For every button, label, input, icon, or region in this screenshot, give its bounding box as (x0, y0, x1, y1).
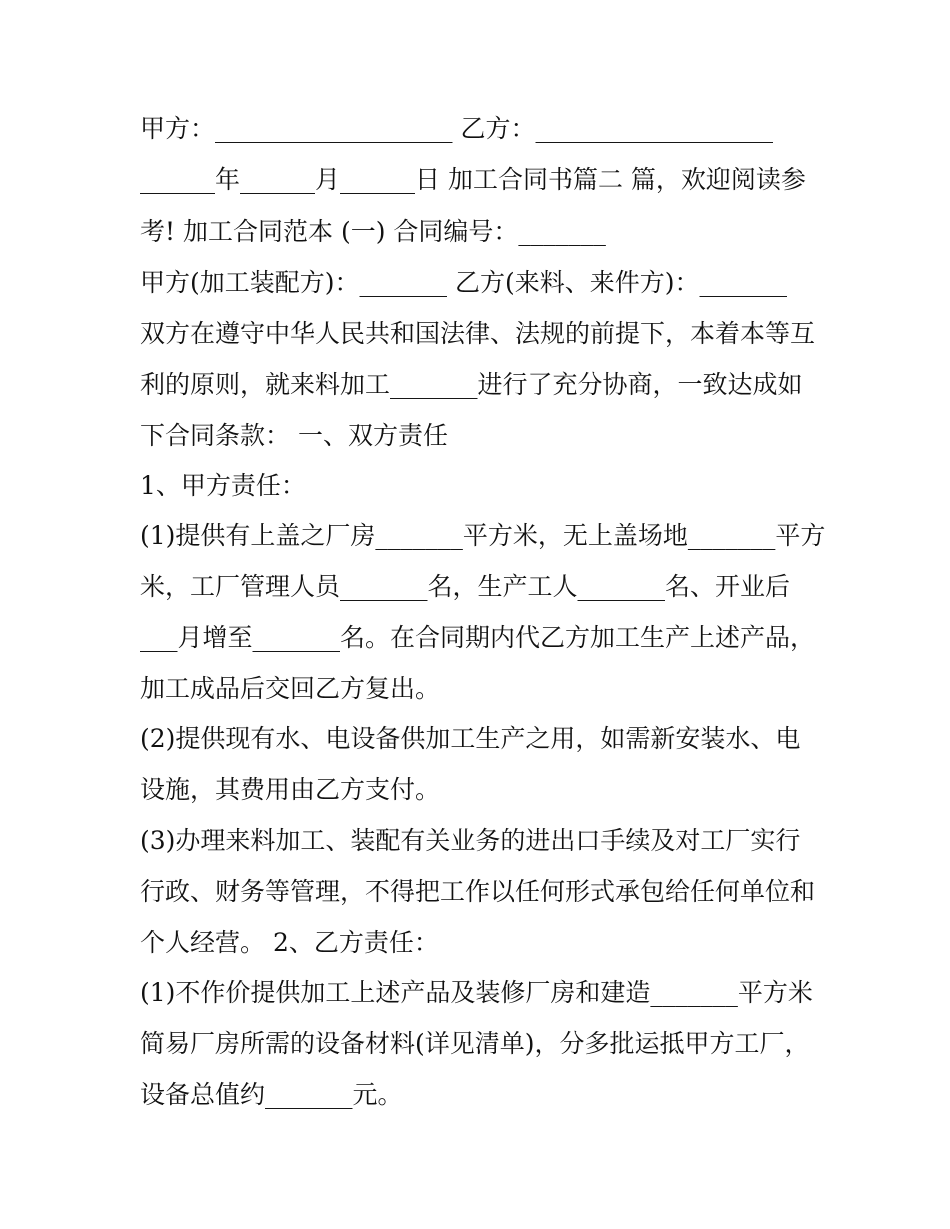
text-line: 考! 加工合同范本 (一) 合同编号：_______ (140, 217, 606, 246)
text-line: (3)办理来料加工、装配有关业务的进出口手续及对工厂实行 (140, 826, 801, 855)
text-line: (1)提供有上盖之厂房_______平方米，无上盖场地_______平方 (140, 521, 826, 550)
text-line: ______年______月______日 加工合同书篇二 篇，欢迎阅读参 (140, 165, 806, 194)
text-line: 简易厂房所需的设备材料(详见清单)，分多批运抵甲方工厂， (140, 1029, 810, 1058)
text-line: 下合同条款： 一、双方责任 (140, 421, 448, 450)
text-line: 甲方(加工装配方)：_______ 乙方(来料、来件方)：_______ (140, 268, 787, 297)
text-line: 设备总值约_______元。 (140, 1080, 403, 1109)
text-line: 1、甲方责任： (140, 471, 306, 500)
text-line: (1)不作价提供加工上述产品及装修厂房和建造_______平方米 (140, 978, 813, 1007)
text-line: ___月增至_______名。在合同期内代乙方加工生产上述产品， (140, 623, 816, 652)
text-line: 利的原则，就来料加工_______进行了充分协商，一致达成如 (140, 370, 803, 399)
text-line: 甲方：___________________ 乙方：___________________ (140, 114, 773, 143)
text-line: 加工成品后交回乙方复出。 (140, 674, 441, 703)
text-line: 双方在遵守中华人民共和国法律、法规的前提下，本着本等互 (140, 319, 816, 348)
text-line: 设施，其费用由乙方支付。 (140, 775, 441, 804)
text-line: 行政、财务等管理，不得把工作以任何形式承包给任何单位和 (140, 877, 816, 906)
text-line: 米，工厂管理人员_______名，生产工人_______名、开业后 (140, 572, 791, 601)
text-line: (2)提供现有水、电设备供加工生产之用，如需新安装水、电 (140, 724, 801, 753)
text-line: 个人经营。 2、乙方责任： (140, 928, 439, 957)
